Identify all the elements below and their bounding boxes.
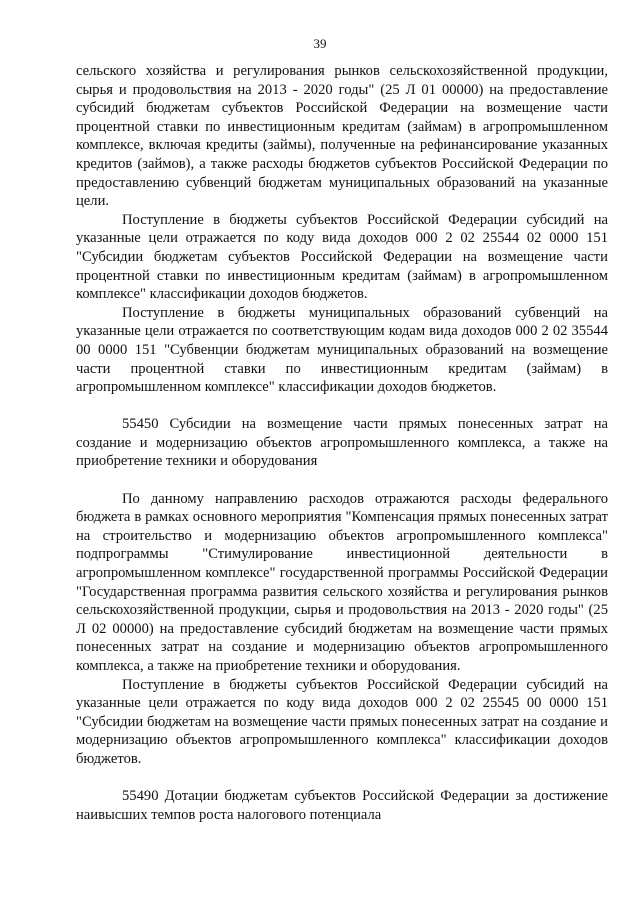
paragraph-continuation: сельского хозяйства и регулирования рынков сельскохозяйственной продукции, сырья и продовольствия на 2013 - 2020 годы" (25 Л 01 00000) на предоставление субсидий бюджетам субъектов Российской Федерации на возмещение части процентной ставки по инвестиционным кредитам (займам) в агропромышленном комплексе, включая кредиты (займы), полученные на рефинансирование указанных кредитов (займов), а также расходы бюджетов субъектов Российской Федерации по предоставлению субвенций бюджетам муниципальных образований на указанные цели. — [76, 63, 608, 210]
spacer — [76, 769, 608, 788]
paragraph-income-subjects: Поступление в бюджеты субъектов Российской Федерации субсидий на указанные цели отражается по коду вида доходов 000 2 02 25544 02 0000 151 "Субсидии бюджетам субъектов Российской Федерации на возмещение части процентной ставки по инвестиционным кредитам (займам) в агропромышленном комплексе" классификации доходов бюджетов. — [76, 211, 608, 303]
section-heading-55490: 55490 Дотации бюджетам субъектов Российской Федерации за достижение наивысших темпов роста налогового потенциала — [76, 788, 608, 823]
section-heading-55450: 55450 Субсидии на возмещение части прямых понесенных затрат на создание и модернизацию объектов агропромышленного комплекса, а также на приобретение техники и оборудования — [76, 416, 608, 470]
page-number: 39 — [313, 36, 327, 51]
spacer — [76, 397, 608, 416]
paragraph-income-municipal: Поступление в бюджеты муниципальных образований субвенций на указанные цели отражается по соответствующим кодам вида доходов 000 2 02 35544 00 0000 151 "Субвенции бюджетам муниципальных образований на возмещение части процентной ставки по инвестиционным кредитам (займам) в агропромышленном комплексе" классификации доходов бюджетов. — [76, 304, 608, 396]
document-body — [76, 62, 608, 824]
spacer — [76, 471, 608, 490]
paragraph-income-55450: Поступление в бюджеты субъектов Российской Федерации субсидий на указанные цели отражается по коду вида доходов 000 2 02 25545 00 0000 151 "Субсидии бюджетам на возмещение части прямых понесенных затрат на создание и модернизацию объектов агропромышленного комплекса" классификации доходов бюджетов. — [76, 676, 608, 767]
paragraph-expenses-55450: По данному направлению расходов отражаются расходы федерального бюджета в рамках основного мероприятия "Компенсация прямых понесенных затрат на строительство и модернизацию объектов агропромышленного комплекса" подпрограммы "Стимулирование инвестиционной деятельности в агропромышленном комплексе" государственной программы Российской Федерации "Государственная программа развития сельского хозяйства и регулирования рынков сельскохозяйственной продукции, сырья и продовольствия на 2013 - 2020 годы" (25 Л 02 00000) на предоставление субсидий бюджетам на возмещение части прямых понесенных затрат на создание и модернизацию объектов агропромышленного комплекса, а также на приобретение техники и оборудования. — [76, 490, 608, 674]
